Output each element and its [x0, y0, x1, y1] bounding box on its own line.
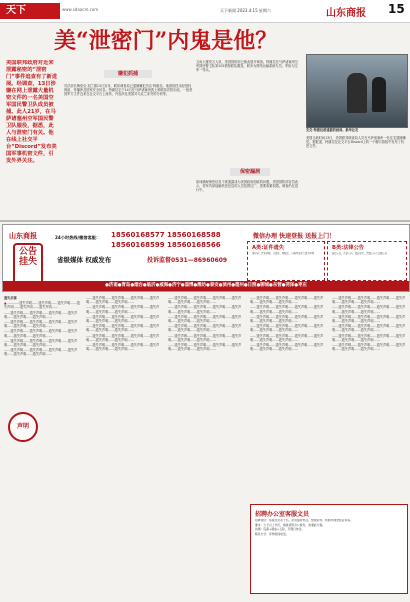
photo-text: 美国当地时间13日，美国联邦调查局人员在马萨诸塞州一处住宅逮捕嫌犯。据报道，特谢拉在社交平台Discord上的一个聊天群组中发布了机密文件。 — [306, 136, 406, 149]
header-bar — [0, 0, 410, 23]
ad-phone-1: 18560168577 18560168588 — [111, 231, 221, 239]
notice-text-3: ……遗失声明……遗失声明……遗失声明……遗失声明……遗失声明……遗失声明…… ……遗失声明……遗失声明……遗失声明……遗失声明……遗失声明……遗失声明…… ……遗失声明……遗失声明……遗失声明……遗失声明……遗失声明……遗失声明…… ……遗失声明……遗失声明……遗失声明……遗失声明……遗失声明……遗失声明…… ……遗失声明……遗失声明……遗失声明……遗失声明……遗失声明……遗失声明…… ……遗失声明……遗失声明……遗失声明……遗失声明……遗失声明……遗失声明…… — [168, 296, 242, 352]
ad-a-title: A类:证件遗失 — [252, 245, 285, 251]
headline: 美“泄密门”内鬼是他？ — [54, 28, 278, 54]
ad-masthead: 山东商报 — [9, 231, 37, 240]
photo-person-2 — [372, 77, 386, 112]
photo-person — [347, 73, 367, 113]
ad-cities: ●济南●青岛●烟台●临沂●威海●济宁●淄博●潍坊●泰安●滨州●德州●日照●聊城●东营●菏泽●枣庄 — [3, 281, 409, 291]
article-col-3: 如何确保保密信息不被泄露成为美国政府面临的问题。美国国防部官员表示，美军内部接触机密信息的人员范围过广，需要收紧权限。调查仍在进行中。 — [196, 180, 298, 193]
ad-wechat: 微信办理 快速登报 送报上门！ — [253, 233, 336, 240]
notice-text-5: ……遗失声明……遗失声明……遗失声明……遗失声明……遗失声明……遗失声明…… ……遗失声明……遗失声明……遗失声明……遗失声明……遗失声明……遗失声明…… ……遗失声明……遗失声明……遗失声明……遗失声明……遗失声明……遗失声明…… ……遗失声明……遗失声明……遗失声明……遗失声明……遗失声明……遗失声明…… ……遗失声明……遗失声明……遗失声明……遗失声明……遗失声明……遗失声明…… ……遗失声明……遗失声明……遗失声明……遗失声明……遗失声明……遗失声明…… — [332, 296, 406, 352]
ad-phone-label: 24小时热线/微信客服： — [55, 235, 101, 240]
news-photo — [306, 54, 408, 128]
notices-area — [0, 294, 410, 602]
article-col-2: 五角大楼发言人说，美国国防部已就此展开调查。特谢拉在马萨诸塞州空军国民警卫队第102情报联队服役，职务为网络运输系统专员，军衔为空军一等兵。 — [196, 60, 298, 73]
sub-heading-1: 嫌犯抓捕 — [104, 70, 152, 78]
notice-text-4: ……遗失声明……遗失声明……遗失声明……遗失声明……遗失声明……遗失声明…… ……遗失声明……遗失声明……遗失声明……遗失声明……遗失声明……遗失声明…… ……遗失声明……遗失声明……遗失声明……遗失声明……遗失声明……遗失声明…… ……遗失声明……遗失声明……遗失声明……遗失声明……遗失声明……遗失声明…… ……遗失声明……遗失声明……遗失声明……遗失声明……遗失声明……遗失声明…… ……遗失声明……遗失声明……遗失声明……遗失声明……遗失声明……遗失声明…… — [250, 296, 324, 352]
stamp-seal: 声明 — [8, 412, 38, 442]
header-meta: 天下新闻 2023.4.15 星期六 — [220, 8, 271, 13]
ad-network: 省级媒体 权威发布 — [57, 256, 112, 264]
divider — [0, 220, 410, 222]
ad-b-text: 减资公告、注销公告、债权转让、清算公告等法律公告 — [332, 252, 388, 255]
sub-heading-2: 保密漏洞 — [230, 168, 270, 176]
photo-caption: 杰克·特谢拉被逮捕的画面。新华社发 — [306, 128, 359, 132]
ad-a-text: 身份证、营业执照、合格证、驾驶证、车辆登记证等遗失声明 — [252, 252, 315, 255]
ad-b-title: B类:法律公告 — [332, 245, 364, 251]
masthead-title: 山东商报 — [326, 8, 366, 19]
ad-hotline: 投诉监督0531—86960609 — [147, 257, 228, 264]
recruit-box — [250, 504, 408, 594]
ad-b-box — [327, 241, 407, 281]
site-url: www.sdaacm.com — [62, 7, 99, 12]
notice-col-3 — [168, 296, 246, 596]
page-number: 15 — [388, 2, 405, 16]
notices-heading: 遗失启事 — [4, 296, 17, 300]
ad-phone-2: 18560168599 18560168566 — [111, 241, 221, 249]
recruit-text: 招聘岗位：客服文员若干名，负责接听电话、整理资料、协助办理登报业务等。 要求：大专以上学历，熟练使用办公软件，沟通能力强。 待遇：底薪+提成+五险，节假日休息。 联系方式：详询热线电话。 — [255, 519, 353, 536]
article-col-1: 司法部长梅里克·加兰德13日宣布，联邦调查局已逮捕嫌犯杰克·特谢拉。他被指控未经授权保留、传播涉及国家安全信息。特谢拉定于14日在马萨诸塞州波士顿联邦法院出庭。一批美国军方文件近来在社交平台上流传，内容涉及美国对乌克兰冲突的分析等。 — [64, 84, 193, 97]
ad-block — [2, 224, 410, 292]
notice-col-1 — [4, 296, 82, 596]
notice-col-2 — [86, 296, 164, 596]
recruit-title: 招聘办公室客服文员 — [255, 511, 310, 518]
ad-a-box — [247, 241, 325, 281]
notice-text-2: ……遗失声明……遗失声明……遗失声明……遗失声明……遗失声明……遗失声明…… ……遗失声明……遗失声明……遗失声明……遗失声明……遗失声明……遗失声明…… ……遗失声明……遗失声明……遗失声明……遗失声明……遗失声明……遗失声明…… ……遗失声明……遗失声明……遗失声明……遗失声明……遗失声明……遗失声明…… ……遗失声明……遗失声明……遗失声明……遗失声明……遗失声明……遗失声明…… ……遗失声明……遗失声明……遗失声明……遗失声明……遗失声明……遗失声明…… — [86, 296, 160, 352]
notice-text-1: 遗失启事 ▲…………遗失声明……遗失声明……遗失声明……遗失声明……遗失声明……遗失声明…… ……遗失声明……遗失声明……遗失声明……遗失声明……遗失声明……遗失声明…… ……遗失声明……遗失声明……遗失声明……遗失声明……遗失声明……遗失声明…… ……遗失声明……遗失声明……遗失声明……遗失声明……遗失声明……遗失声明…… ……遗失声明……遗失声明……遗失声明……遗失声明……遗失声明……遗失声明…… ……遗失声明……遗失声明……遗失声明……遗失声明……遗失声明……遗失声明…… — [4, 296, 80, 357]
headline-sidebar: 美国联邦政府对近来泄露秘密的“泄密门”事件追查有了新进展。经调查，13日涉嫌在网上泄露大量机密文件的一名美国空军国民警卫队成员被捕。此人21岁，在马萨诸塞州空军国民警卫队服役，据悉，此人与泄密门有关。他在线上社交平台“Discord”发布美国军事机密文件，引发外界关注。 — [6, 60, 58, 164]
ad-seal: 公告挂失 — [13, 243, 43, 289]
section-tag: 天下 — [0, 3, 60, 19]
